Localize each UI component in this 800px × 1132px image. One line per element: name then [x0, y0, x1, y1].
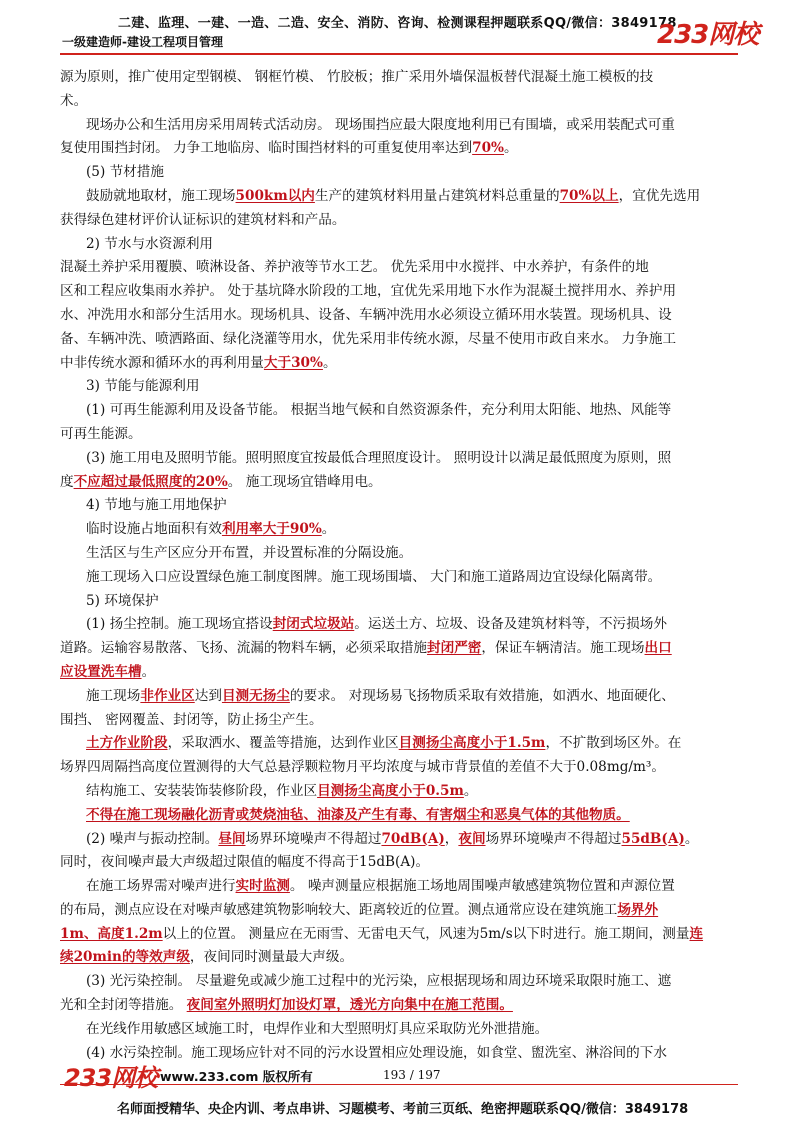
text-segment: 以上的位置。 测量应在无雨雪、无雷电天气，风速为5m/s以下时进行。施工期间，测量 [162, 925, 690, 942]
highlighted-text: 500km以内 [235, 187, 315, 204]
text-line [60, 709, 736, 733]
text-segment: 源为原则，推广使用定型钢模、 钢框竹模、 竹胶板；推广采用外墙保温板替代混凝土施工模板的技 [60, 69, 654, 85]
highlighted-text: 70% [472, 140, 504, 157]
text-segment: 4) 节地与施工用地保护 [86, 497, 227, 514]
text-segment: ， [444, 830, 459, 847]
text-line [60, 328, 736, 352]
text-segment: 。 施工现场宜错峰用电。 [227, 473, 382, 490]
text-line [86, 542, 736, 566]
text-line [60, 280, 736, 304]
highlighted-text: 目测扬尘高度小于0.5m [317, 782, 464, 799]
highlighted-text: 1m、高度1.2m [60, 925, 163, 942]
text-line [86, 685, 736, 709]
footer-promo-text: 名师面授精华、央企内训、考点串讲、习题模考、考前三页纸、绝密押题联系QQ/微信：3849178 [117, 1102, 689, 1117]
text-segment: 同时，夜间噪声最大声级超过限值的幅度不得高于15dB(A)。 [60, 854, 430, 871]
text-segment: 。 [322, 354, 337, 371]
highlighted-text: 不得在施工现场融化沥青或焚烧油毡、油漆及产生有毒、有害烟尘和恶臭气体的其他物质。 [86, 806, 630, 823]
highlighted-text: 不应超过最低照度的20% [73, 473, 228, 490]
highlighted-text: 夜间室外照明灯加设灯罩，透光方向集中在施工范围。 [186, 997, 513, 1014]
text-segment: (2) 噪声与振动控制。 [86, 830, 219, 847]
text-line [86, 732, 736, 756]
text-line [86, 375, 736, 399]
text-segment: 。 [141, 663, 156, 680]
text-segment: 。运送土方、垃圾、设备及建筑材料等，不污损场外 [354, 616, 667, 633]
text-line [86, 185, 736, 209]
highlighted-text: 利用率大于90% [221, 521, 322, 538]
highlighted-text: 出口 [644, 640, 672, 657]
text-segment: 的布局，测点应设在对噪声敏感建筑物影响较大、距离较近的位置。测点通常应设在建筑施工 [60, 901, 618, 918]
page-body [60, 66, 736, 1065]
text-line [60, 471, 736, 495]
text-segment: 。 噪声测量应根据施工场地周围噪声敏感建筑物位置和声源位置 [289, 878, 675, 895]
text-segment: 中非传统水源和循环水的再利用量 [60, 354, 264, 371]
text-segment: 施工现场 [86, 687, 141, 704]
text-segment: 。 [321, 521, 336, 538]
text-line [60, 137, 736, 161]
highlighted-text: 应设置洗车槽 [60, 663, 142, 680]
text-line [86, 828, 736, 852]
highlighted-text: 土方作业阶段 [86, 735, 168, 752]
page-number: 193 / 197 [383, 1068, 441, 1082]
text-segment: (1) 扬尘控制。施工现场宜搭设 [86, 616, 273, 633]
text-line [60, 423, 736, 447]
text-segment: 生产的建筑材料用量占建筑材料总重量的 [314, 187, 560, 204]
text-line [60, 352, 736, 376]
text-segment: (5) 节材措施 [86, 164, 164, 181]
text-segment: 光和全封闭等措施。 [60, 997, 187, 1014]
highlighted-text: 目测扬尘高度小于1.5m [398, 735, 546, 752]
text-line [86, 399, 736, 423]
text-line [86, 804, 736, 828]
header-divider [60, 53, 738, 55]
text-line [60, 994, 736, 1018]
header-promo-text: 二建、监理、一建、一造、二造、安全、消防、咨询、检测课程押题联系QQ/微信：3849178 [118, 16, 677, 31]
text-line [86, 114, 736, 138]
text-segment: 。 [463, 782, 478, 799]
text-line [86, 161, 736, 185]
text-segment: 可再生能源。 [60, 425, 142, 442]
text-segment: 复使用围挡封闭。 力争工地临房、临时围挡材料的可重复使用率达到 [60, 140, 473, 157]
text-segment: 现场办公和生活用房采用周转式活动房。 现场围挡应最大限度地利用已有围墙，或采用装配式可重 [86, 116, 675, 133]
text-segment: (1) 可再生能源利用及设备节能。 根据当地气候和自然资源条件，充分利用太阳能、地热、风能等 [86, 402, 672, 419]
text-segment: 5) 环境保护 [86, 592, 159, 609]
highlighted-text: 夜间 [458, 830, 486, 847]
text-segment: 的要求。 对现场易飞扬物质采取有效措施，如洒水、地面硬化、 [289, 687, 675, 704]
text-segment: 生活区与生产区应分开布置，并设置标准的分隔设施。 [86, 544, 413, 561]
text-segment: 围挡、 密网覆盖、封闭等，防止扬尘产生。 [60, 711, 323, 728]
text-line [60, 66, 736, 90]
text-segment: 临时设施占地面积有效 [86, 521, 222, 538]
text-segment: 场界环境噪声不得超过 [245, 830, 382, 847]
text-segment: 获得绿色建材评价认证标识的建筑材料和产品。 [60, 211, 346, 228]
text-line [86, 566, 736, 590]
text-segment: 施工现场入口应设置绿色施工制度图牌。施工现场围墙、 大门和施工道路周边宜设绿化隔离带。 [86, 568, 662, 585]
header-logo: 233网校 [657, 20, 759, 50]
text-segment: 。 [503, 140, 518, 157]
text-segment: ，保证车辆清洁。施工现场 [481, 640, 645, 657]
highlighted-text: 续20min的等效声级 [60, 949, 190, 966]
highlighted-text: 大于30% [263, 354, 323, 371]
page-header [0, 0, 800, 58]
text-line [86, 780, 736, 804]
text-line [86, 970, 736, 994]
text-line [86, 875, 736, 899]
highlighted-text: 55dB(A) [621, 830, 685, 847]
text-segment: 在施工场界需对噪声进行 [86, 878, 236, 895]
text-line [60, 209, 736, 233]
highlighted-text: 非作业区 [140, 687, 195, 704]
text-line [60, 946, 736, 970]
highlighted-text: 场界外 [617, 901, 659, 918]
text-segment: 区和工程应收集雨水养护。 处于基坑降水阶段的工地，宜优先采用地下水作为混凝土搅拌用水、养护用 [60, 283, 677, 300]
text-segment: ，采取洒水、覆盖等措施，达到作业区 [167, 735, 399, 752]
text-segment: 3) 节能与能源利用 [86, 378, 200, 395]
text-line [60, 899, 736, 923]
text-segment: 混凝土养护采用覆膜、喷淋设备、养护液等节水工艺。 优先采用中水搅拌、中水养护，有条件的地 [60, 259, 649, 276]
text-line [60, 923, 736, 947]
highlighted-text: 连 [689, 925, 704, 942]
text-segment: 水、冲洗用水和部分生活用水。现场机具、设备、车辆冲洗用水必须设立循环用水装置。现场机具、设 [60, 306, 672, 323]
text-segment: ，宜优先选用 [618, 187, 701, 204]
highlighted-text: 实时监测 [235, 878, 290, 895]
text-line [60, 90, 736, 114]
text-segment: 结构施工、安装装饰装修阶段，作业区 [86, 782, 318, 799]
text-segment: 。 [684, 830, 699, 847]
highlighted-text: 昼间 [218, 830, 246, 847]
text-segment: 达到 [194, 687, 222, 704]
highlighted-text: 封闭式垃圾站 [272, 616, 355, 633]
text-line [60, 851, 736, 875]
text-line [86, 518, 736, 542]
text-segment: 鼓励就地取材，施工现场 [86, 187, 236, 204]
header-book-title: 一级建造师-建设工程项目管理 [62, 35, 223, 49]
text-line [60, 256, 736, 280]
text-segment: (3) 光污染控制。 尽量避免或减少施工过程中的光污染，应根据现场和周边环境采取限时施工、遮 [86, 973, 672, 990]
text-segment: 2) 节水与水资源利用 [86, 235, 214, 252]
text-segment: 道路。运输容易散落、飞扬、流漏的物料车辆，必须采取措施 [60, 640, 428, 657]
text-segment: 术。 [60, 92, 88, 109]
text-line [86, 233, 736, 257]
text-segment: 场界环境噪声不得超过 [485, 830, 622, 847]
highlighted-text: 70%以上 [559, 187, 619, 204]
text-line [86, 494, 736, 518]
text-line [60, 304, 736, 328]
text-segment: 在光线作用敏感区域施工时，电焊作业和大型照明灯具应采取防光外泄措施。 [86, 1020, 549, 1037]
text-segment: 场界四周隔挡高度位置测得的大气总悬浮颗粒物月平均浓度与城市背景值的差值不大于0.08mg/m³。 [60, 759, 665, 776]
text-line [86, 590, 736, 614]
text-line [86, 613, 736, 637]
footer-copyright: www.233.com 版权所有 [160, 1069, 313, 1084]
footer-divider [60, 1084, 738, 1085]
text-line [86, 447, 736, 471]
text-line [60, 637, 736, 661]
text-segment: (3) 施工用电及照明节能。照明照度宜按最低合理照度设计。 照明设计以满足最低照度为原则，照 [86, 449, 672, 466]
footer-logo: 233网校 [64, 1064, 158, 1092]
highlighted-text: 70dB(A) [381, 830, 445, 847]
text-segment: 度 [60, 473, 74, 490]
highlighted-text: 封闭严密 [427, 640, 482, 657]
text-segment: ，不扩散到场区外。在 [545, 735, 682, 752]
text-line [60, 756, 736, 780]
text-segment: 备、车辆冲洗、喷洒路面、绿化浇灌等用水，优先采用非传统水源，尽量不使用市政自来水。 力争施工 [60, 330, 677, 347]
text-line [86, 1018, 736, 1042]
text-line [60, 661, 736, 685]
text-segment: ，夜间同时测量最大声级。 [189, 949, 354, 966]
page-footer [0, 1058, 800, 1132]
highlighted-text: 目测无扬尘 [221, 687, 290, 704]
text-segment: (4) 水污染控制。施工现场应针对不同的污水设置相应处理设施，如食堂、盥洗室、淋浴间的下水 [86, 1044, 667, 1061]
